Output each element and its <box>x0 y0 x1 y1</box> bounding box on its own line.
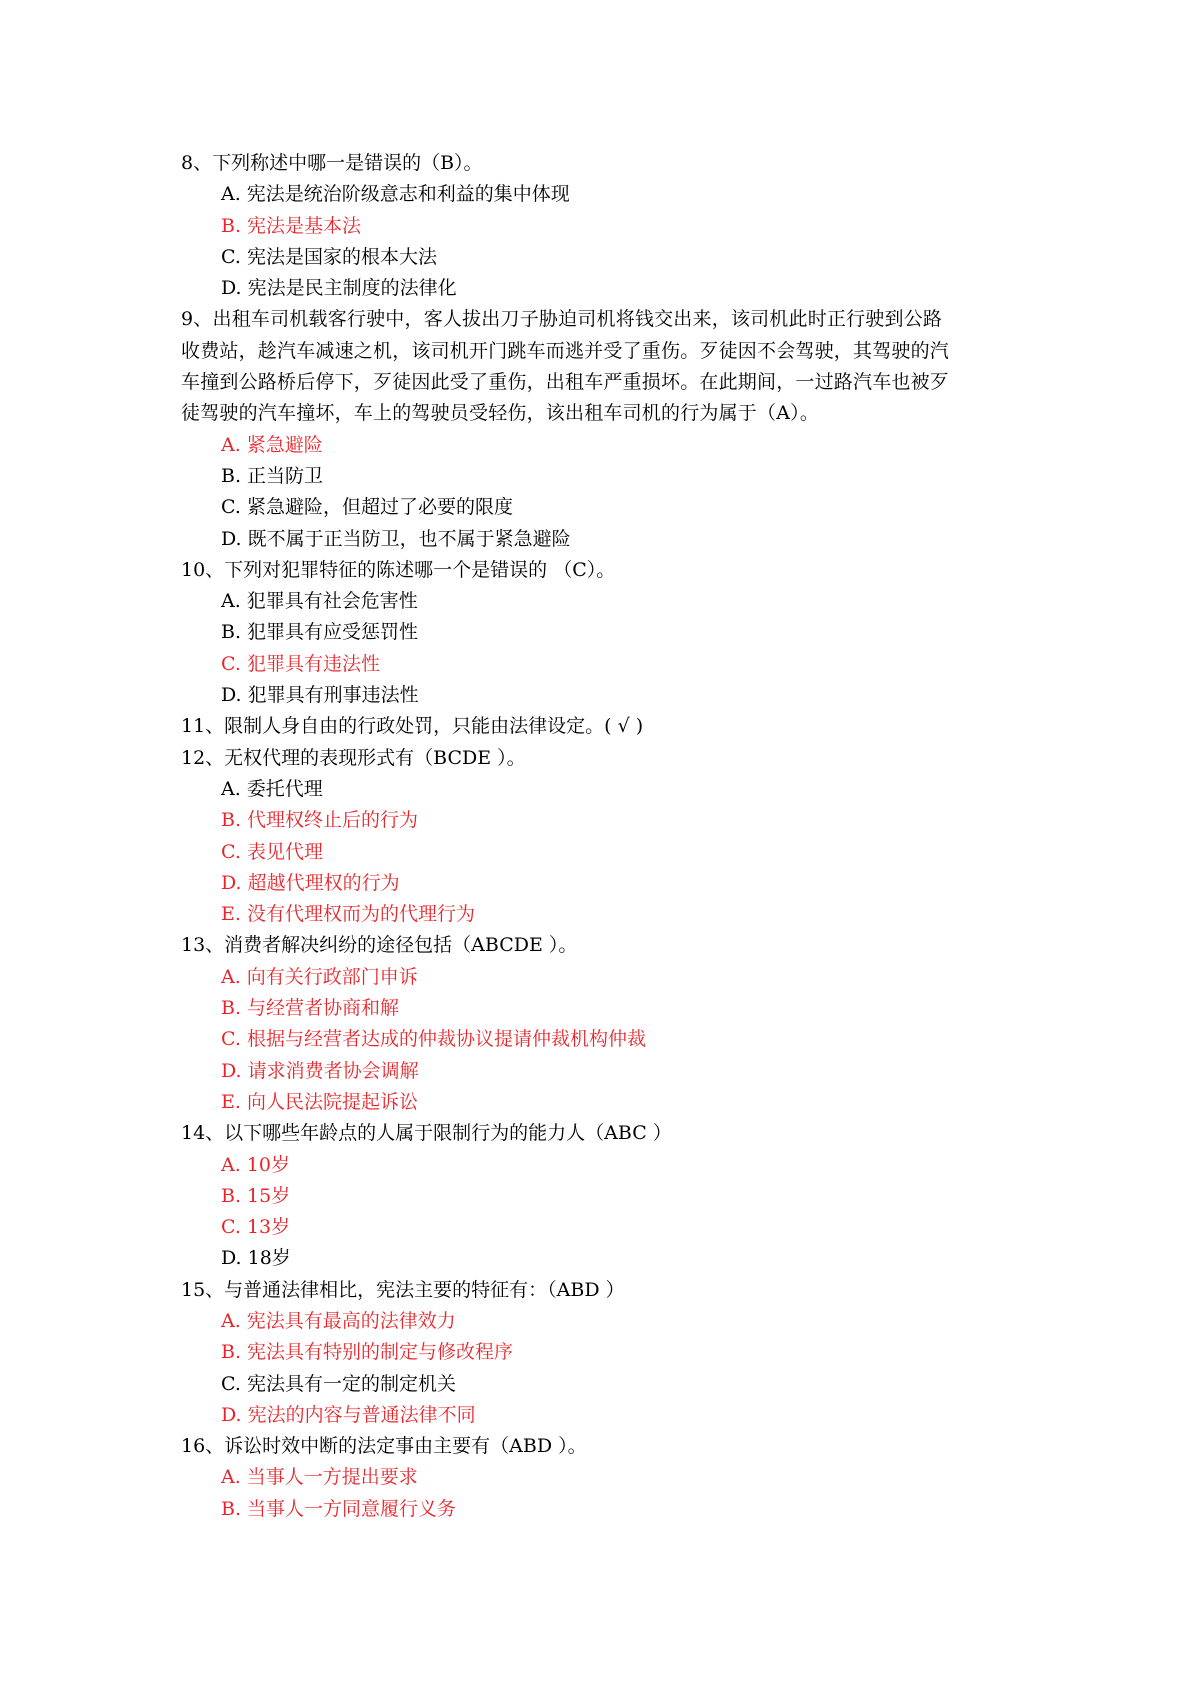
question-8-option-d: D. 宪法是民主制度的法律化 <box>221 277 457 300</box>
question-list <box>181 148 1021 1525</box>
question-9-stem-line: 车撞到公路桥后停下，歹徒因此受了重伤，出租车严重损坏。在此期间，一过路汽车也被歹 <box>181 371 950 394</box>
question-15-option-b: B. 宪法具有特别的制定与修改程序 <box>221 1341 514 1364</box>
question-11-stem: 11、限制人身自由的行政处罚，只能由法律设定。( √ ) <box>181 715 644 738</box>
question-8-option-b: B. 宪法是基本法 <box>221 214 362 237</box>
question-13-stem: 13、消费者解决纠纷的途径包括（ABCDE ）。 <box>181 934 578 957</box>
question-13-option-c: C. 根据与经营者达成的仲裁协议提请仲裁机构仲裁 <box>221 1028 646 1051</box>
question-8-option-c: C. 宪法是国家的根本大法 <box>221 245 437 268</box>
question-10-option-d: D. 犯罪具有刑事违法性 <box>221 684 419 707</box>
question-16-option-b: B. 当事人一方同意履行义务 <box>221 1497 457 1520</box>
question-15-option-d: D. 宪法的内容与普通法律不同 <box>221 1403 476 1426</box>
question-9-option-d: D. 既不属于正当防卫，也不属于紧急避险 <box>221 527 571 550</box>
question-14-option-c: C. 13岁 <box>221 1216 291 1239</box>
question-9-option-b: B. 正当防卫 <box>221 464 324 487</box>
question-10-stem: 10、下列对犯罪特征的陈述哪一个是错误的 （C）。 <box>181 558 616 581</box>
question-14-option-a: A. 10岁 <box>221 1153 290 1176</box>
question-9-option-a: A. 紧急避险 <box>221 433 323 456</box>
question-10-option-a: A. 犯罪具有社会危害性 <box>221 590 418 613</box>
question-15-option-c: C. 宪法具有一定的制定机关 <box>221 1372 456 1395</box>
question-9-stem-line: 徒驾驶的汽车撞坏，车上的驾驶员受轻伤，该出租车司机的行为属于（A）。 <box>181 402 820 425</box>
question-10-option-b: B. 犯罪具有应受惩罚性 <box>221 621 419 644</box>
question-12-option-c: C. 表见代理 <box>221 840 323 863</box>
question-14-option-b: B. 15岁 <box>221 1184 291 1207</box>
question-15-option-a: A. 宪法具有最高的法律效力 <box>221 1309 456 1332</box>
question-12-stem: 12、无权代理的表现形式有（BCDE ）。 <box>181 746 526 769</box>
question-9-stem-line: 收费站，趁汽车减速之机，该司机开门跳车而逃并受了重伤。歹徒因不会驾驶，其驾驶的汽 <box>181 339 950 362</box>
question-9-option-c: C. 紧急避险，但超过了必要的限度 <box>221 496 513 519</box>
question-14-option-d: D. 18岁 <box>221 1247 291 1270</box>
question-10-option-c: C. 犯罪具有违法性 <box>221 652 380 675</box>
question-15-stem: 15、与普通法律相比，宪法主要的特征有：（ABD ） <box>181 1278 625 1301</box>
question-13-option-b: B. 与经营者协商和解 <box>221 997 400 1020</box>
question-14-stem: 14、以下哪些年龄点的人属于限制行为的能力人（ABC ） <box>181 1122 672 1145</box>
question-13-option-e: E. 向人民法院提起诉讼 <box>221 1090 418 1113</box>
question-13-option-a: A. 向有关行政部门申诉 <box>221 965 418 988</box>
question-8-stem: 8、下列称述中哪一是错误的（B）。 <box>181 152 483 174</box>
question-12-option-b: B. 代理权终止后的行为 <box>221 809 419 832</box>
question-9-stem <box>181 304 1016 429</box>
question-12-option-d: D. 超越代理权的行为 <box>221 871 400 894</box>
question-16-option-a: A. 当事人一方提出要求 <box>221 1466 418 1489</box>
question-9-stem-line: 9、出租车司机载客行驶中，客人拔出刀子胁迫司机将钱交出来，该司机此时正行驶到公路 <box>181 308 943 331</box>
question-13-option-d: D. 请求消费者协会调解 <box>221 1059 419 1082</box>
question-12-option-a: A. 委托代理 <box>221 777 323 800</box>
question-8-option-a: A. 宪法是统治阶级意志和利益的集中体现 <box>221 183 570 206</box>
question-16-stem: 16、诉讼时效中断的法定事由主要有（ABD ）。 <box>181 1435 587 1458</box>
question-12-option-e: E. 没有代理权而为的代理行为 <box>221 903 475 926</box>
